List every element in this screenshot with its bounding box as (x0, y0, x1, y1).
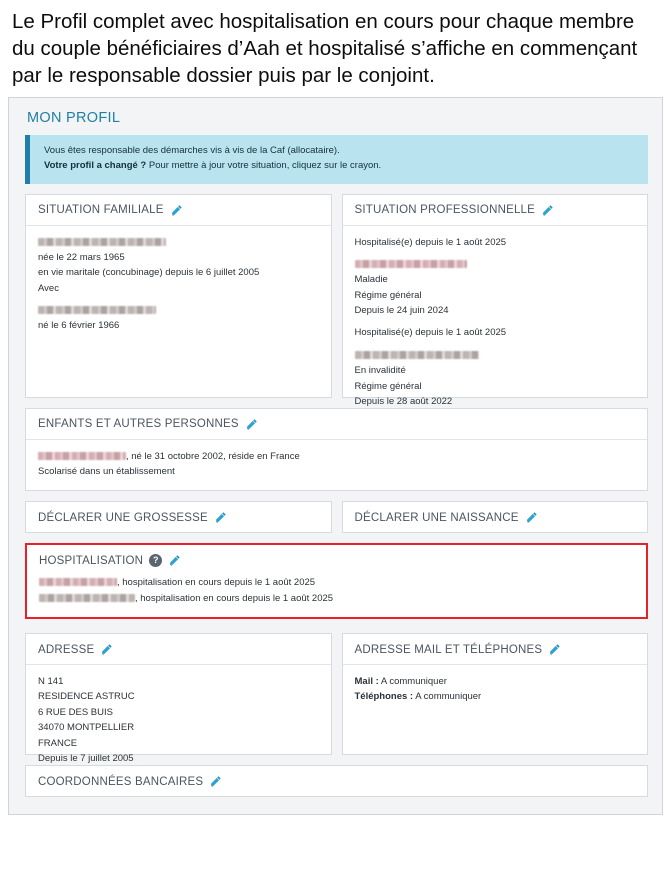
banner-line-2-rest: Pour mettre à jour votre situation, cliquez sur le crayon. (146, 159, 382, 171)
adresse-line-4: 34070 MONTPELLIER (38, 722, 135, 734)
info-banner (25, 135, 648, 183)
card-header (343, 502, 648, 532)
hospitalisation-row-text: , hospitalisation en cours depuis le 1 août 2025 (117, 577, 316, 589)
pencil-icon[interactable] (541, 204, 554, 217)
profile-row-declarations (25, 501, 648, 533)
pencil-icon[interactable] (525, 511, 538, 524)
card-title: DÉCLARER UNE NAISSANCE (354, 511, 519, 524)
card-body (26, 665, 331, 777)
card-title: ENFANTS ET AUTRES PERSONNES (38, 418, 239, 431)
sf-line-3: Avec (38, 282, 59, 294)
profile-row-contact (25, 633, 648, 764)
profile-row-hospitalisation (25, 543, 648, 619)
mail-value: A communiquer (378, 676, 447, 688)
pencil-icon[interactable] (168, 554, 181, 567)
left-column (25, 633, 332, 764)
child-line-1 (38, 449, 635, 464)
telephones-label: Téléphones : (354, 691, 414, 703)
hospitalisation-row (39, 575, 634, 590)
card-body (26, 226, 331, 345)
card-title: SITUATION FAMILIALE (38, 204, 164, 217)
card-body (26, 440, 647, 491)
banner-line-2 (44, 159, 638, 174)
profile-row-situations (25, 194, 648, 407)
card-title: ADRESSE MAIL ET TÉLÉPHONES (354, 643, 543, 656)
sp-p1-detail-1: Maladie (354, 274, 388, 286)
card-mail-telephones (342, 633, 649, 755)
card-header (26, 502, 331, 532)
card-body (343, 226, 648, 421)
pencil-icon[interactable] (548, 643, 561, 656)
telephones-value: A communiquer (413, 691, 482, 703)
sp-p1-detail-2: Régime général (354, 289, 422, 301)
card-title: DÉCLARER UNE GROSSESSE (38, 511, 208, 524)
banner-line-2-bold: Votre profil a changé ? (44, 159, 147, 171)
sp-p1-status: Hospitalisé(e) depuis le 1 août 2025 (354, 236, 507, 248)
card-header (343, 195, 648, 226)
redacted-name-1 (38, 235, 319, 250)
child-line-2: Scolarisé dans un établissement (38, 465, 175, 477)
right-column (342, 633, 649, 755)
sp-p1-detail-3: Depuis le 24 juin 2024 (354, 305, 449, 317)
card-title: SITUATION PROFESSIONNELLE (354, 204, 536, 217)
card-title: ADRESSE (38, 643, 95, 656)
sp-p2-detail-2: Régime général (354, 380, 422, 392)
redacted-block (38, 238, 166, 246)
pencil-icon[interactable] (209, 775, 222, 788)
right-column (342, 194, 649, 407)
redacted-name-2 (38, 303, 319, 318)
redacted-block (355, 351, 479, 359)
card-hospitalisation (25, 543, 648, 619)
left-column (25, 194, 332, 398)
card-situation-professionnelle (342, 194, 649, 407)
adresse-line-6: Depuis le 7 juillet 2005 (38, 752, 134, 764)
redacted-block (355, 260, 467, 268)
spacer (355, 250, 636, 257)
card-header (343, 634, 648, 665)
hospitalisation-row (39, 591, 634, 606)
mail-label: Mail : (354, 676, 379, 688)
spacer (38, 296, 319, 303)
sp-p2-status: Hospitalisé(e) depuis le 1 août 2025 (354, 327, 507, 339)
child-line-1-text: , né le 31 octobre 2002, réside en France (126, 450, 300, 462)
card-adresse (25, 633, 332, 764)
sp-p2-detail-3: Depuis le 28 août 2022 (354, 395, 453, 407)
redacted-block (39, 594, 135, 602)
pencil-icon[interactable] (214, 511, 227, 524)
redacted-block (39, 578, 117, 586)
card-header (26, 634, 331, 665)
spacer (355, 318, 636, 325)
mail-line (355, 674, 636, 689)
card-body (27, 571, 646, 617)
adresse-line-2: RESIDENCE ASTRUC (38, 691, 135, 703)
adresse-line-5: FRANCE (38, 737, 78, 749)
page-title: MON PROFIL (9, 98, 662, 135)
card-declarer-naissance[interactable] (342, 501, 649, 533)
redacted-block (38, 452, 126, 460)
adresse-line-1: N 141 (38, 676, 64, 688)
card-header (26, 195, 331, 226)
card-situation-familiale (25, 194, 332, 398)
redacted-name-3 (355, 257, 636, 272)
card-body (343, 665, 648, 716)
hospitalisation-row-text: , hospitalisation en cours depuis le 1 août 2025 (135, 592, 334, 604)
telephones-line (355, 689, 636, 704)
sf-line-4: né le 6 février 1966 (38, 320, 120, 332)
pencil-icon[interactable] (170, 204, 183, 217)
redacted-name-4 (355, 348, 636, 363)
card-header (27, 545, 646, 571)
sf-line-1: née le 22 mars 1965 (38, 251, 125, 263)
pencil-icon[interactable] (100, 643, 113, 656)
card-declarer-grossesse[interactable] (25, 501, 332, 533)
card-title: COORDONNÉES BANCAIRES (38, 775, 204, 788)
adresse-line-3: 6 RUE DES BUIS (38, 706, 113, 718)
spacer (355, 341, 636, 348)
sp-p2-detail-1: En invalidité (354, 365, 406, 377)
sf-line-2: en vie maritale (concubinage) depuis le 6 juillet 2005 (38, 267, 260, 279)
banner-line-1: Vous êtes responsable des démarches vis à vis de la Caf (allocataire). (44, 145, 340, 157)
figure-caption: Le Profil complet avec hospitalisation en cours pour chaque membre du couple bénéficiaires d’Aah et hospitalisé s’affiche en commençant par le responsable dossier puis par le conjoint. (12, 10, 638, 88)
redacted-block (38, 306, 156, 314)
pencil-icon[interactable] (245, 418, 258, 431)
question-mark-icon[interactable]: ? (149, 554, 162, 567)
profile-screenshot (8, 97, 663, 815)
card-title: HOSPITALISATION (39, 554, 144, 567)
